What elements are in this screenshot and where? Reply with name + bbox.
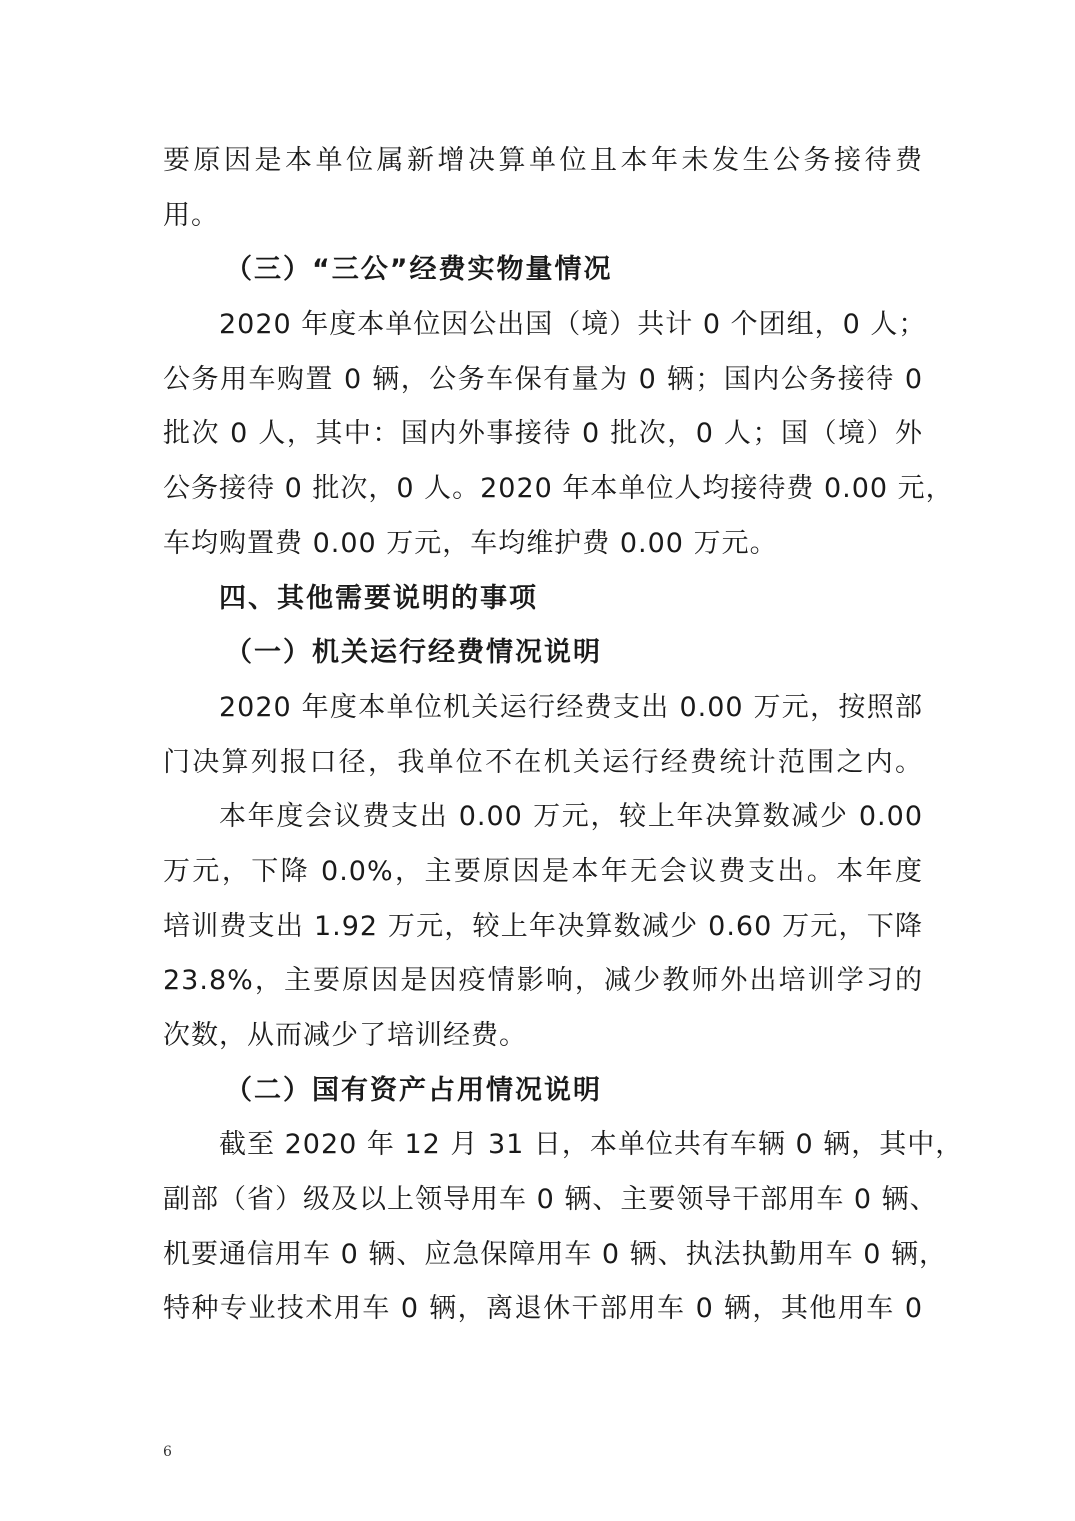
paragraph-line: 截至 2020 年 12 月 31 日，本单位共有车辆 0 辆，其中， <box>219 1129 964 1161</box>
paragraph-line: 机要通信用车 0 辆、应急保障用车 0 辆、执法执勤用车 0 辆， <box>163 1238 948 1270</box>
paragraph-line: 23.8%，主要原因是因疫情影响，减少教师外出培训学习的 <box>163 965 923 997</box>
paragraph-line: 培训费支出 1.92 万元，较上年决算数减少 0.60 万元，下降 <box>163 910 923 942</box>
paragraph-line: 用。 <box>163 199 219 231</box>
paragraph-line: 万元，下降 0.0%，主要原因是本年无会议费支出。本年度 <box>163 855 923 887</box>
section-heading-4: 四、其他需要说明的事项 <box>219 582 538 614</box>
paragraph-line: 副部（省）级及以上领导用车 0 辆、主要领导干部用车 0 辆、 <box>163 1184 938 1216</box>
paragraph-line: 批次 0 人，其中：国内外事接待 0 批次，0 人；国（境）外 <box>163 418 923 450</box>
paragraph-line: 公务接待 0 批次，0 人。2020 年本单位人均接待费 0.00 元， <box>163 473 954 505</box>
section-heading-4-1: （一）机关运行经费情况说明 <box>225 637 602 669</box>
paragraph-line: 次数，从而减少了培训经费。 <box>163 1020 527 1051</box>
paragraph-line: 本年度会议费支出 0.00 万元，较上年决算数减少 0.00 <box>219 801 923 833</box>
paragraph-line: 公务用车购置 0 辆，公务车保有量为 0 辆；国内公务接待 0 <box>163 363 923 395</box>
paragraph-line: 车均购置费 0.00 万元，车均维护费 0.00 万元。 <box>163 527 778 559</box>
section-heading-4-2: （二）国有资产占用情况说明 <box>225 1074 602 1106</box>
paragraph-line: 要原因是本单位属新增决算单位且本年未发生公务接待费 <box>163 145 923 176</box>
paragraph-line: 2020 年度本单位因公出国（境）共计 0 个团组，0 人； <box>219 309 927 341</box>
document-body <box>163 134 964 1337</box>
page-number: 6 <box>163 1444 172 1460</box>
paragraph-line: 2020 年度本单位机关运行经费支出 0.00 万元，按照部 <box>219 691 923 723</box>
section-heading-3-1: （三）“三公”经费实物量情况 <box>225 254 613 286</box>
paragraph-line: 特种专业技术用车 0 辆，离退休干部用车 0 辆，其他用车 0 <box>163 1293 923 1325</box>
paragraph-line: 门决算列报口径，我单位不在机关运行经费统计范围之内。 <box>163 746 923 778</box>
